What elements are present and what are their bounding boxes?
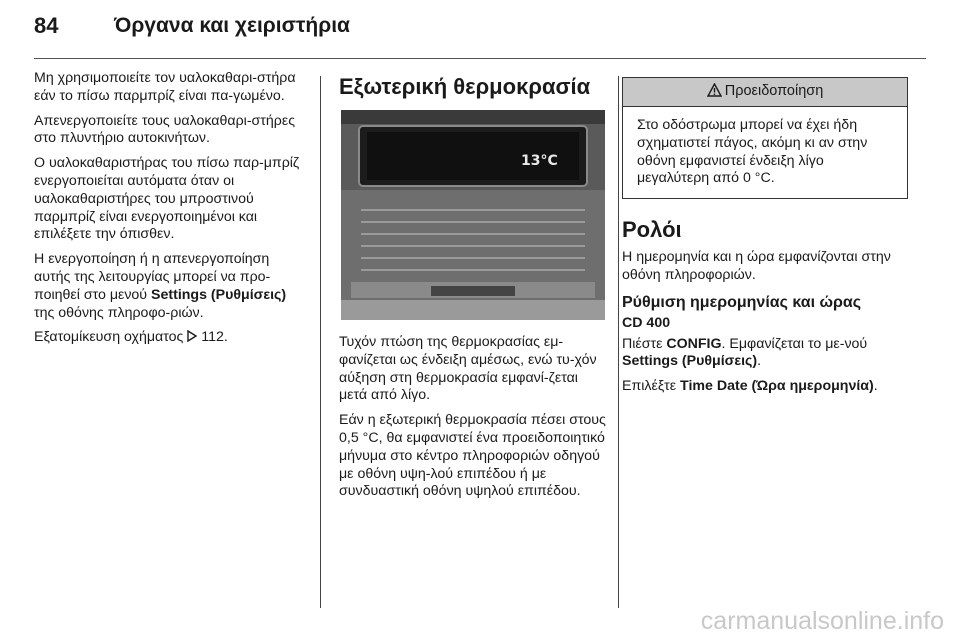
paragraph: Ο υαλοκαθαριστήρας του πίσω παρ-μπρίζ ενεργοποιείται αυτόματα όταν οι υαλοκαθαριστήρες του μπροστινού παρμπρίζ είναι ενεργοποιημένοι και επιλέξετε την όπισθεν. [34,155,300,243]
paragraph: Η ημερομηνία και η ώρα εμφανίζονται στην οθόνη πληροφοριών. [622,249,891,283]
paragraph: Μη χρησιμοποιείτε τον υαλοκαθαρι-στήρα εάν το πίσω παρμπρίζ είναι πα-γωμένο. [34,70,296,104]
page-ref-icon [187,329,197,345]
settings-menu-label: Settings (Ρυθμίσεις) [622,353,758,370]
display-temperature: 13°C [521,153,558,169]
paragraph: Τυχόν πτώση της θερμοκρασίας εμ-φανίζεται ως ένδειξη αμέσως, ενώ τυ-χόν αύξηση στη θερμοκρασία εμφανί-ζεται μετά από λίγο. [339,334,597,404]
paragraph: Εξατομίκευση οχήματος 112. [34,329,228,346]
paragraph: Επιλέξτε Time Date (Ώρα ημερομηνία). [622,378,878,395]
warning-triangle-icon [707,80,722,106]
dashboard-display-photo [341,110,605,320]
warning-box [622,77,908,199]
column-divider [618,76,619,608]
page-title: Όργανα και χειριστήρια [114,14,350,37]
watermark: carmanualsonline.info [700,607,944,635]
subheading-set-date-time: Ρύθμιση ημερομηνίας και ώρας [622,293,862,311]
config-button-label: CONFIG [666,335,722,352]
paragraph: Εάν η εξωτερική θερμοκρασία πέσει στους 0,5 °C, θα εμφανιστεί ένα προειδοποιητικό μήνυμα στο κέντρο πληροφοριών οδηγού με οθόνη υψη-λού επιπέδου ή με συνδυαστική οθόνη υψηλού επιπέδου. [339,412,606,500]
column-2 [339,70,607,508]
time-date-menu-label: Time Date (Ώρα ημερομηνία) [680,378,874,395]
paragraph: Η ενεργοποίηση ή η απενεργοποίηση αυτής της λειτουργίας μπορεί να προ-ποιηθεί στο μενού Settings (Ρυθμίσεις) της οθόνης πληροφο-ριών. [34,251,287,321]
paragraph: Πιέστε CONFIG. Εμφανίζεται το με-νού Settings (Ρυθμίσεις). [622,335,868,370]
column-divider [320,76,321,608]
section-heading-clock: Ρολόι [622,217,682,243]
settings-menu-label: Settings (Ρυθμίσεις) [151,286,287,303]
column-1 [34,70,308,354]
subheading-cd400: CD 400 [622,314,671,331]
column-3 [622,70,908,403]
warning-title: Προειδοποίηση [724,83,824,99]
section-heading-outside-temp: Εξωτερική θερμοκρασία [339,74,591,99]
header-rule [34,58,926,59]
page-ref-link[interactable]: 112 [201,329,224,346]
warning-header [623,78,907,107]
paragraph: Απενεργοποιείτε τους υαλοκαθαρι-στήρες στο πλυντήριο αυτοκινήτων. [34,112,296,147]
page-number: 84 [34,13,59,38]
warning-text: Στο οδόστρωμα μπορεί να έχει ήδη σχηματιστεί πάγος, ακόμη κι αν στην οθόνη εμφανιστεί ένδειξη λίγο μεγαλύτερη από 0 °C. [637,117,868,187]
page-header [34,6,350,46]
